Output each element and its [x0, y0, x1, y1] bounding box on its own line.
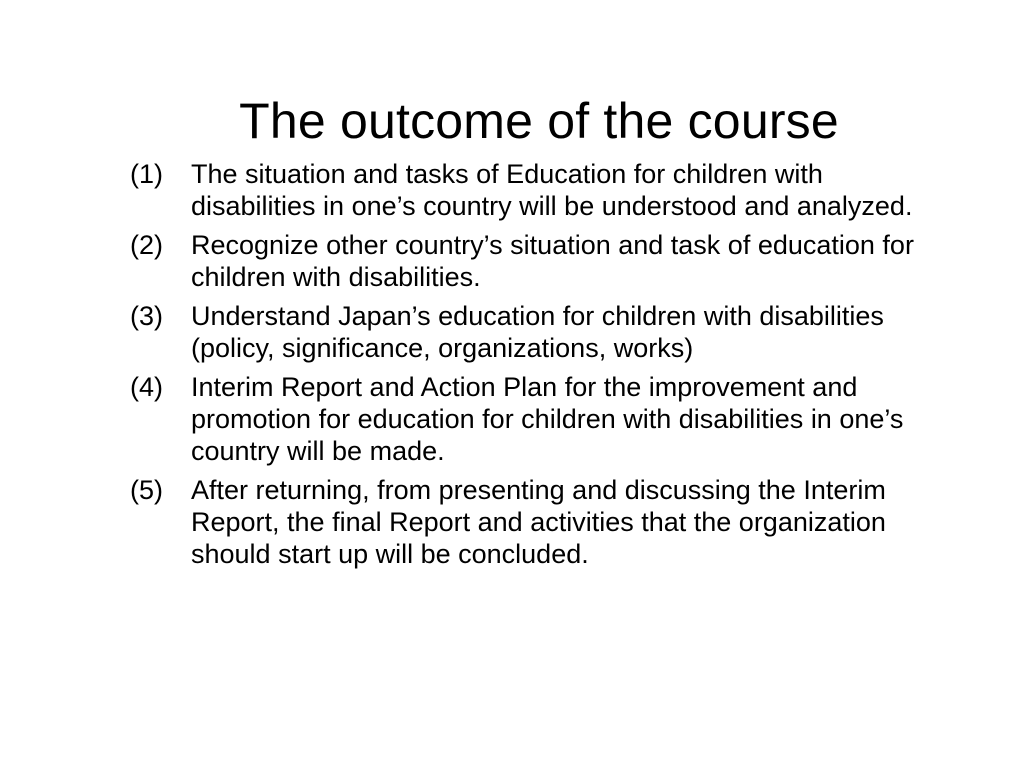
item-text: The situation and tasks of Education for children with disabilities in one’s country will be understood and analyzed. — [191, 159, 913, 221]
list-item — [130, 158, 950, 222]
list-item — [130, 229, 950, 293]
list-item — [130, 474, 950, 570]
item-text: Interim Report and Action Plan for the improvement and promotion for education for children with disabilities in one’s country will be made. — [191, 372, 904, 466]
item-number: (5) — [130, 475, 163, 505]
item-text: Recognize other country’s situation and task of education for children with disabilities. — [191, 230, 914, 292]
list-item — [130, 371, 950, 467]
item-text: After returning, from presenting and discussing the Interim Report, the final Report and activities that the organization should start up will be concluded. — [191, 475, 886, 569]
item-number: (4) — [130, 372, 163, 402]
item-number: (2) — [130, 230, 163, 260]
item-number: (3) — [130, 301, 163, 331]
outcome-list — [130, 158, 950, 577]
slide-title: The outcome of the course — [239, 92, 839, 149]
item-text: Understand Japan’s education for children with disabilities (policy, significance, organizations, works) — [191, 301, 884, 363]
list-item — [130, 300, 950, 364]
item-number: (1) — [130, 159, 163, 189]
